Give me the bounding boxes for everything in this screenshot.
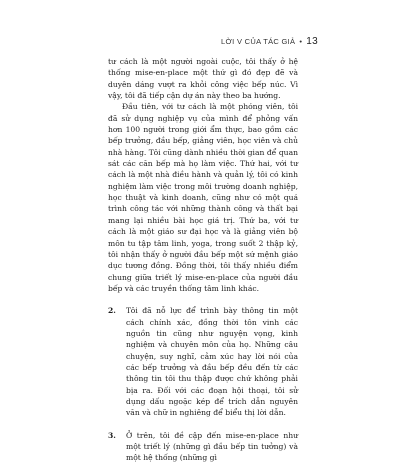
list-item [108, 305, 298, 418]
page-body [108, 56, 298, 464]
paragraph-continued: tư cách là một người ngoài cuộc, tôi thấy ở hệ thống mise-en-place một thứ gì đó đẹp đẽ và duyên dáng vượt ra khỏi công việc bếp núc. Vì vậy, tôi đã tiếp cận dự án này theo ba hướng. [108, 57, 298, 101]
list-item-text: Ở trên, tôi đề cập đến mise-en-place như một triết lý (những gì đầu bếp tin tưởng) và một hệ thống (những gì [126, 430, 298, 463]
page-number: 13 [306, 36, 318, 47]
running-header [221, 36, 318, 47]
header-separator: • [299, 37, 303, 46]
list-item-number: 2. [108, 306, 116, 316]
list-item [108, 430, 298, 464]
list-item-text: Tôi đã nỗ lực để trình bày thông tin một cách chính xác, đồng thời tôn vinh các nguồn tin cũng như nguyện vọng, kinh nghiệm và chuyên môn của họ. Những câu chuyện, suy nghĩ, cảm xúc hay lời nói của các bếp trưởng và đầu bếp đều đến từ các thông tin tôi thu thập được chứ không phải bịa ra. Đối với các đoạn hội thoại, tôi sử dụng dấu ngoặc kép để trích dẫn nguyên văn và chữ in nghiêng để biểu thị lời dẫn. [126, 306, 298, 418]
paragraph-three-approaches: Đầu tiên, với tư cách là một phóng viên, tôi đã sử dụng nghiệp vụ của mình để phỏng vấn hơn 100 người trong giới ẩm thực, bao gồm các bếp trưởng, đầu bếp, giảng viên, học viên và chủ nhà hàng. Tôi cũng dành nhiều thời gian để quan sát các căn bếp mà họ làm việc. Thứ hai, với tư cách là một nhà điều hành và quản lý, tôi có kinh nghiệm làm việc trong môi trường doanh nghiệp, học thuật và kinh doanh, cũng như có một quá trình công tác với những thành công và thất bại mang lại nhiều bài học giá trị. Thứ ba, với tư cách là một giáo sư đại học và là giảng viên bộ môn tu tập tâm linh, yoga, trong suốt 2 thập kỷ, tôi nhận thấy ở người đầu bếp một sứ mệnh giáo dục tương đồng. Đồng thời, tôi thấy nhiều điểm chung giữa triết lý mise-en-place của người đầu bếp và các truyền thống tâm linh khác. [108, 102, 298, 293]
list-item-number: 3. [108, 430, 116, 440]
running-title: LỜI V CỦA TÁC GIẢ [220, 37, 296, 46]
